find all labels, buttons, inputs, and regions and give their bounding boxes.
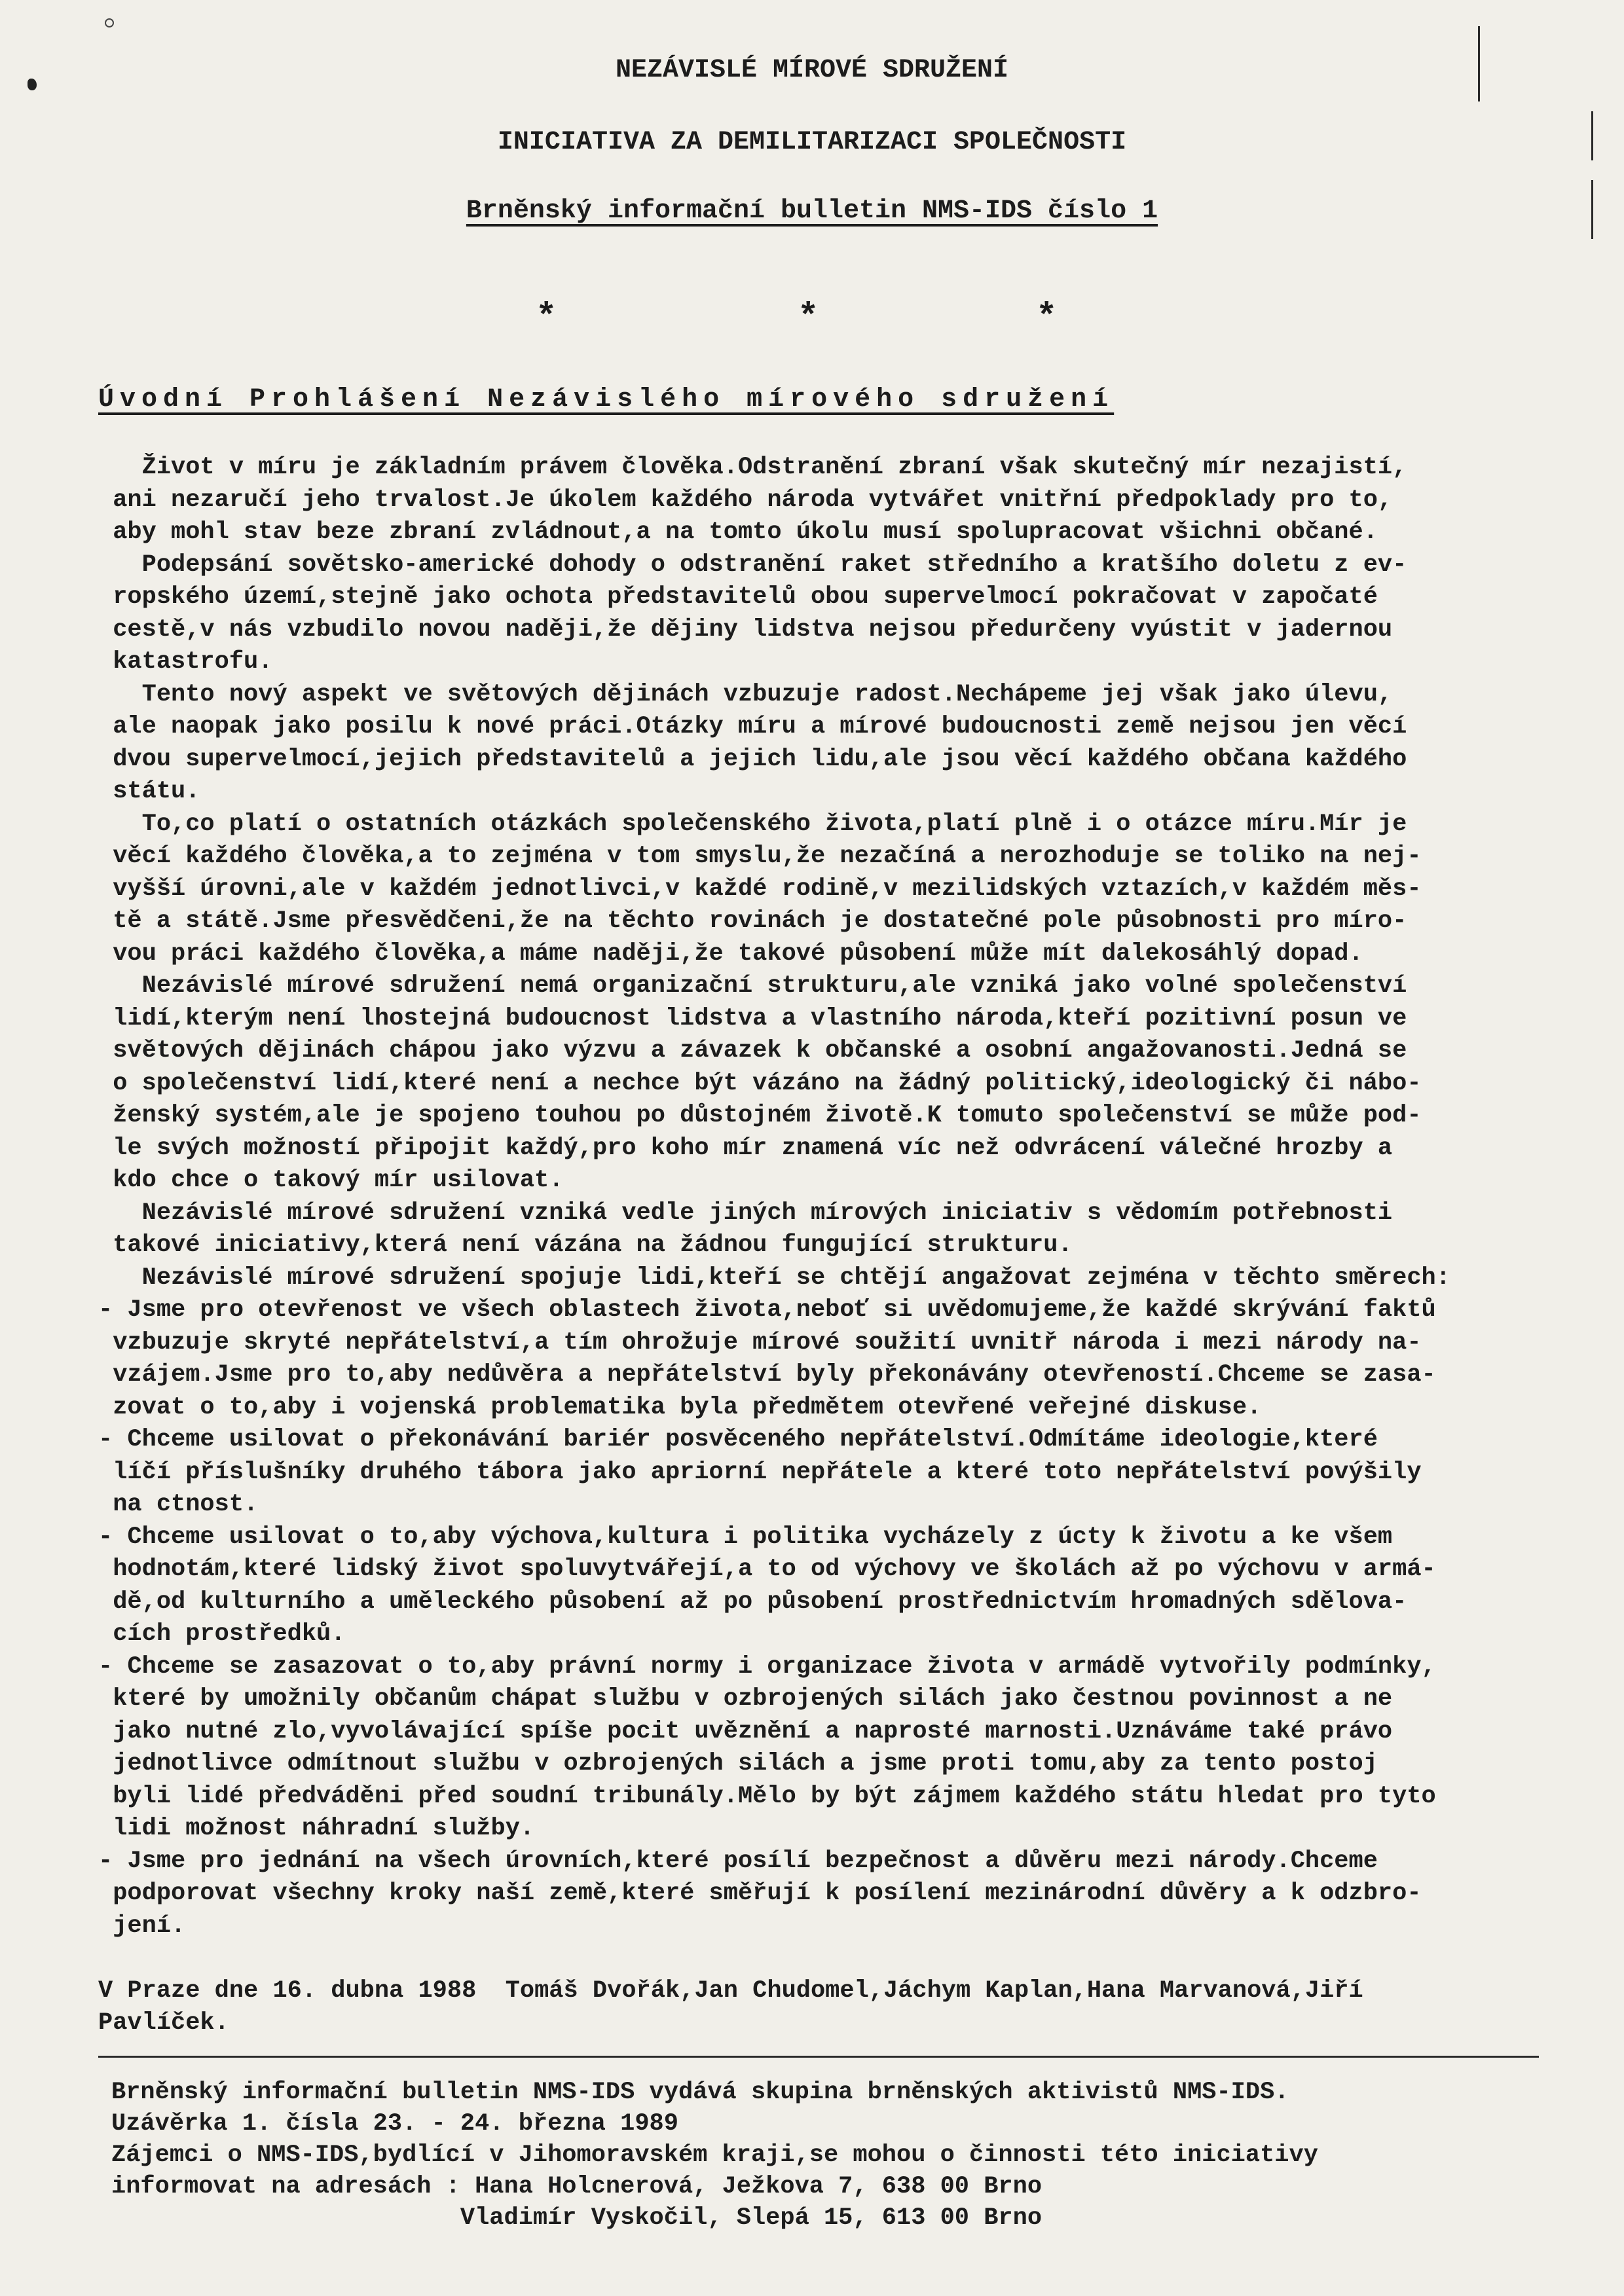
- declaration-body: [98, 452, 1604, 2040]
- body-text-line: státu.: [98, 778, 200, 805]
- body-text-line: vyšší úrovni,ale v každém jednotlivci,v každé rodině,v mezilidských vztazích,v každém měs-: [98, 875, 1422, 903]
- body-text-line: ženský systém,ale je spojeno touhou po důstojném životě.K tomuto společenství se může pod-: [98, 1102, 1422, 1129]
- footer-info: [111, 2077, 1585, 2234]
- body-text-line: vou práci každého člověka,a máme naději,že takové působení může mít dalekosáhlý dopad.: [98, 939, 1363, 968]
- body-text-line: hodnotám,které lidský život spoluvytvářejí,a to od výchovy ve školách až po výchovu v armá-: [98, 1556, 1436, 1583]
- body-text-line: jako nutné zlo,vyvolávající spíše pocit uvěznění a naprosté marnosti.Uznáváme také právo: [98, 1717, 1393, 1745]
- body-text-line: cestě,v nás vzbudilo novou naději,že dějiny lidstva nejsou předurčeny vyústit v jadernou: [98, 615, 1393, 644]
- body-text-line: katastrofu.: [98, 648, 273, 676]
- body-text-line: takové iniciativy,která není vázána na žádnou fungující strukturu.: [98, 1231, 1073, 1259]
- footer-divider: [98, 2056, 1539, 2058]
- body-text-line: tě a státě.Jsme přesvědčeni,že na těchto rovinách je dostatečné pole působnosti pro míro-: [98, 907, 1407, 935]
- star-separator: [0, 298, 1624, 337]
- body-text-line: le svých možností připojit každý,pro koho mír znamená víc než odvrácení válečné hrozby a: [98, 1134, 1393, 1162]
- footer-text-line: Zájemci o NMS-IDS,bydlící v Jihomoravském kraji,se mohou o činnosti této iniciativy: [111, 2141, 1318, 2169]
- body-text-line: - Chceme usilovat o to,aby výchova,kultura i politika vycházely z úcty k životu a ke všem: [98, 1523, 1393, 1551]
- body-text-line: jení.: [98, 1912, 186, 1940]
- body-text-line: podporovat všechny kroky naší země,které směřují k posílení mezinárodní důvěry a k odzbro-: [98, 1880, 1422, 1907]
- body-text-line: líčí příslušníky druhého tábora jako apriorní nepřátele a které toto nepřátelství povýšily: [98, 1458, 1422, 1486]
- body-text-line: [98, 1942, 1604, 1975]
- body-text-line: které by umožnily občanům chápat službu v ozbrojených silách jako čestnou povinnost a ne: [98, 1685, 1393, 1713]
- body-text-line: aby mohl stav beze zbraní zvládnout,a na tomto úkolu musí spolupracovat všichni občané.: [98, 519, 1378, 546]
- body-text-line: cích prostředků.: [98, 1620, 346, 1648]
- body-text-line: lidi možnost náhradní služby.: [98, 1815, 535, 1842]
- body-text-line: dvou supervelmocí,jejich představitelů a jejich lidu,ale jsou věcí každého občana každého: [98, 745, 1407, 773]
- footer-text-line: Vladimír Vyskočil, Slepá 15, 613 00 Brno: [111, 2204, 1043, 2232]
- body-text-line: dě,od kulturního a uměleckého působení až po působení prostřednictvím hromadných sdělova-: [98, 1588, 1407, 1616]
- body-text-line: Život v míru je základním právem člověka.Odstranění zbraní však skutečný mír nezajistí,: [98, 454, 1407, 481]
- body-text-line: lidí,kterým není lhostejná budoucnost lidstva a vlastního národa,kteří pozitivní posun ve: [98, 1004, 1407, 1032]
- star-glyph: *: [536, 298, 557, 338]
- body-text-line: Nezávislé mírové sdružení spojuje lidi,kteří se chtějí angažovat zejména v těchto směrech:: [98, 1264, 1450, 1292]
- body-text-line: kdo chce o takový mír usilovat.: [98, 1167, 564, 1194]
- body-text-line: věcí každého člověka,a to zejména v tom smyslu,že nezačíná a nerozhoduje se toliko na nej-: [98, 843, 1422, 870]
- footer-text-line: Uzávěrka 1. čísla 23. - 24. března 1989: [111, 2110, 678, 2138]
- footer-text-line: informovat na adresách : Hana Holcnerová, Ježkova 7, 638 00 Brno: [111, 2173, 1043, 2200]
- star-glyph: *: [798, 298, 819, 338]
- body-text-line: Nezávislé mírové sdružení nemá organizační strukturu,ale vzniká jako volné společenství: [98, 972, 1407, 1000]
- body-text-line: ropského území,stejně jako ochota představitelů obou supervelmocí pokračovat v započaté: [98, 583, 1378, 611]
- body-text-line: zovat o to,aby i vojenská problematika byla předmětem otevřené veřejné diskuse.: [98, 1393, 1262, 1421]
- header-bulletin-title: Brněnský informační bulletin NMS-IDS číslo 1: [466, 196, 1158, 226]
- body-text-line: - Chceme usilovat o překonávání bariér posvěceného nepřátelství.Odmítáme ideologie,které: [98, 1426, 1378, 1453]
- punch-hole-mark: [105, 18, 114, 27]
- body-text-line: - Chceme se zasazovat o to,aby právní normy i organizace života v armádě vytvořily podmínky,: [98, 1652, 1436, 1681]
- header-organization: NEZÁVISLÉ MÍROVÉ SDRUŽENÍ: [615, 56, 1009, 85]
- body-text-line: ale naopak jako posilu k nové práci.Otázky míru a mírové budoucnosti země nejsou jen věcí: [98, 713, 1407, 740]
- body-text-line: vzbuzuje skryté nepřátelství,a tím ohrožuje mírové soužití uvnitř národa i mezi národy na-: [98, 1328, 1422, 1357]
- body-text-line: To,co platí o ostatních otázkách společenského života,platí plně i o otázce míru.Mír je: [98, 810, 1407, 838]
- body-text-line: Tento nový aspekt ve světových dějinách vzbuzuje radost.Nechápeme jej však jako úlevu,: [98, 680, 1393, 708]
- star-glyph: *: [1036, 298, 1058, 338]
- body-text-line: Nezávislé mírové sdružení vzniká vedle jiných mírových iniciativ s vědomím potřebnosti: [98, 1199, 1393, 1227]
- header-initiative: INICIATIVA ZA DEMILITARIZACI SPOLEČNOSTI: [497, 128, 1127, 157]
- body-text-line: V Praze dne 16. dubna 1988 Tomáš Dvořák,Jan Chudomel,Jáchym Kaplan,Hana Marvanová,Jiří: [98, 1977, 1363, 2005]
- body-text-line: světových dějinách chápou jako výzvu a závazek k občanské a osobní angažovanosti.Jedná se: [98, 1037, 1407, 1065]
- body-text-line: jednotlivce odmítnout službu v ozbrojených silách a jsme proti tomu,aby za tento postoj: [98, 1750, 1378, 1777]
- body-text-line: na ctnost.: [98, 1491, 259, 1518]
- body-text-line: Podepsání sovětsko-americké dohody o odstranění raket středního a kratšího doletu z ev-: [98, 551, 1407, 579]
- body-text-line: o společenství lidí,které není a nechce být vázáno na žádný politický,ideologický či nábo-: [98, 1069, 1422, 1097]
- footer-text-line: Brněnský informační bulletin NMS-IDS vydává skupina brněnských aktivistů NMS-IDS.: [111, 2079, 1289, 2106]
- section-title: Úvodní Prohlášení Nezávislého mírového sdružení: [98, 385, 1115, 414]
- body-text-line: - Jsme pro otevřenost ve všech oblastech života,neboť si uvědomujeme,že každé skrývání faktů: [98, 1296, 1436, 1324]
- body-text-line: ani nezaručí jeho trvalost.Je úkolem každého národa vytvářet vnitřní předpoklady pro to,: [98, 486, 1393, 514]
- body-text-line: vzájem.Jsme pro to,aby nedůvěra a nepřátelství byly překonávány otevřeností.Chceme se zasa-: [98, 1361, 1436, 1389]
- body-text-line: - Jsme pro jednání na všech úrovních,které posílí bezpečnost a důvěru mezi národy.Chceme: [98, 1847, 1378, 1875]
- body-text-line: Pavlíček.: [98, 2009, 229, 2037]
- body-text-line: byli lidé předváděni před soudní tribunály.Mělo by být zájmem každého státu hledat pro tyto: [98, 1782, 1436, 1810]
